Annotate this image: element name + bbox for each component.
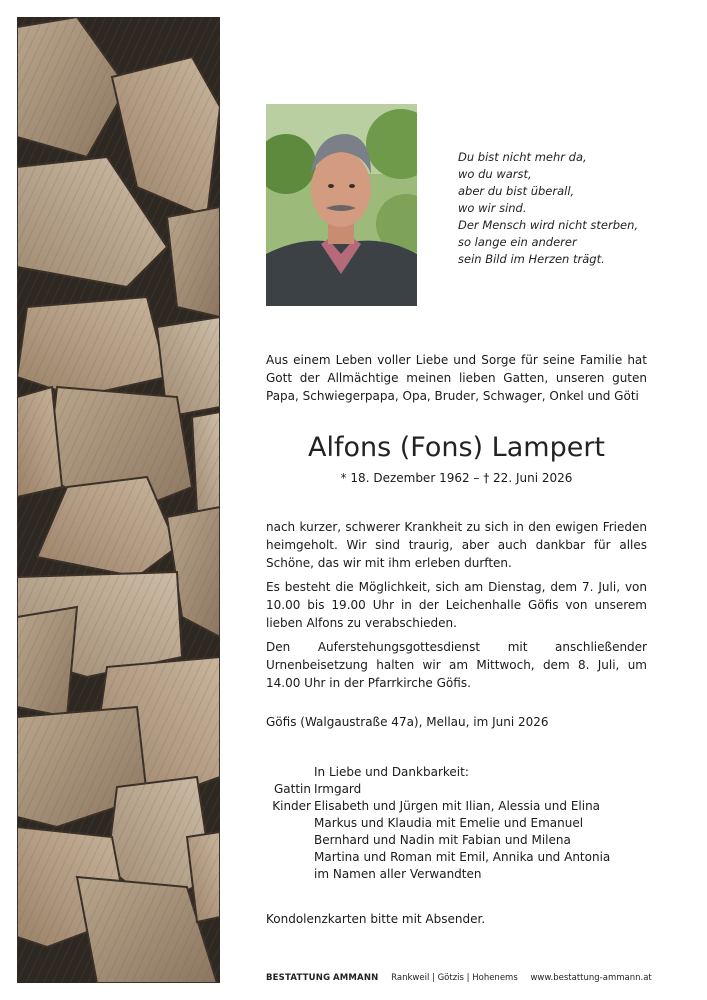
intro-text: Aus einem Leben voller Liebe und Sorge für seine Familie hat Gott der Allmächtige meinen lieben Gatten, unseren guten Papa, Schwiegerpapa, Opa, Bruder, Schwager, Onkel und Göti <box>266 353 647 403</box>
brand-prefix: BESTATTUNG <box>266 973 331 983</box>
poem-line: sein Bild im Herzen trägt. <box>458 252 605 266</box>
footer-locations: Rankweil | Götzis | Hohenems <box>391 973 518 983</box>
poem-line: wo wir sind. <box>458 201 527 215</box>
family-member: Markus und Klaudia mit Emelie und Emanuel <box>314 816 584 830</box>
family-member: Elisabeth und Jürgen mit Ilian, Alessia und Elina <box>314 799 601 813</box>
poem-line: Du bist nicht mehr da, <box>458 150 587 164</box>
life-dates: * 18. Dezember 1962 – † 22. Juni 2026 <box>340 471 573 485</box>
family-member: Bernhard und Nadin mit Fabian und Milena <box>314 833 571 847</box>
family-heading: In Liebe und Dankbarkeit: <box>314 765 469 779</box>
paragraph: Es besteht die Möglichkeit, sich am Dienstag, dem 7. Juli, von 10.00 bis 19.00 Uhr in der Leichenhalle Göfis von unserem lieben Alfons zu verabschieden. <box>266 580 647 630</box>
poem-line: so lange ein anderer <box>458 235 577 249</box>
children-role: Kinder <box>272 799 311 813</box>
spouse-role: Gattin <box>273 782 311 796</box>
poem-line: aber du bist überall, <box>458 184 575 198</box>
deceased-name: Alfons (Fons) Lampert <box>308 432 605 463</box>
paragraph: Den Auferstehungsgottesdienst mit anschließender Urnenbeisetzung halten wir am Mittwoch, dem 8. Juli, um 14.00 Uhr in der Pfarrkirche Göfis. <box>266 640 647 690</box>
brand-name: AMMANN <box>332 973 379 983</box>
spouse-name: Irmgard <box>314 782 362 796</box>
footer-website[interactable]: www.bestattung-ammann.at <box>530 973 652 983</box>
firewood-image <box>17 17 220 983</box>
family-member: im Namen aller Verwandten <box>314 867 482 881</box>
condolence-note: Kondolenzkarten bitte mit Absender. <box>266 912 486 926</box>
poem <box>458 149 678 268</box>
poem-line: Der Mensch wird nicht sterben, <box>458 218 639 232</box>
announcement-body <box>266 518 647 698</box>
footer <box>266 972 686 984</box>
family-list <box>266 764 647 883</box>
family-member: Martina und Roman mit Emil, Annika und Antonia <box>314 850 611 864</box>
portrait-photo <box>266 104 417 306</box>
poem-line: wo du warst, <box>458 167 532 181</box>
place-date: Göfis (Walgaustraße 47a), Mellau, im Juni 2026 <box>266 715 549 729</box>
paragraph: nach kurzer, schwerer Krankheit zu sich in den ewigen Frieden heimgeholt. Wir sind traurig, aber auch dankbar für alles Schöne, das wir mit ihm erleben durften. <box>266 520 647 570</box>
